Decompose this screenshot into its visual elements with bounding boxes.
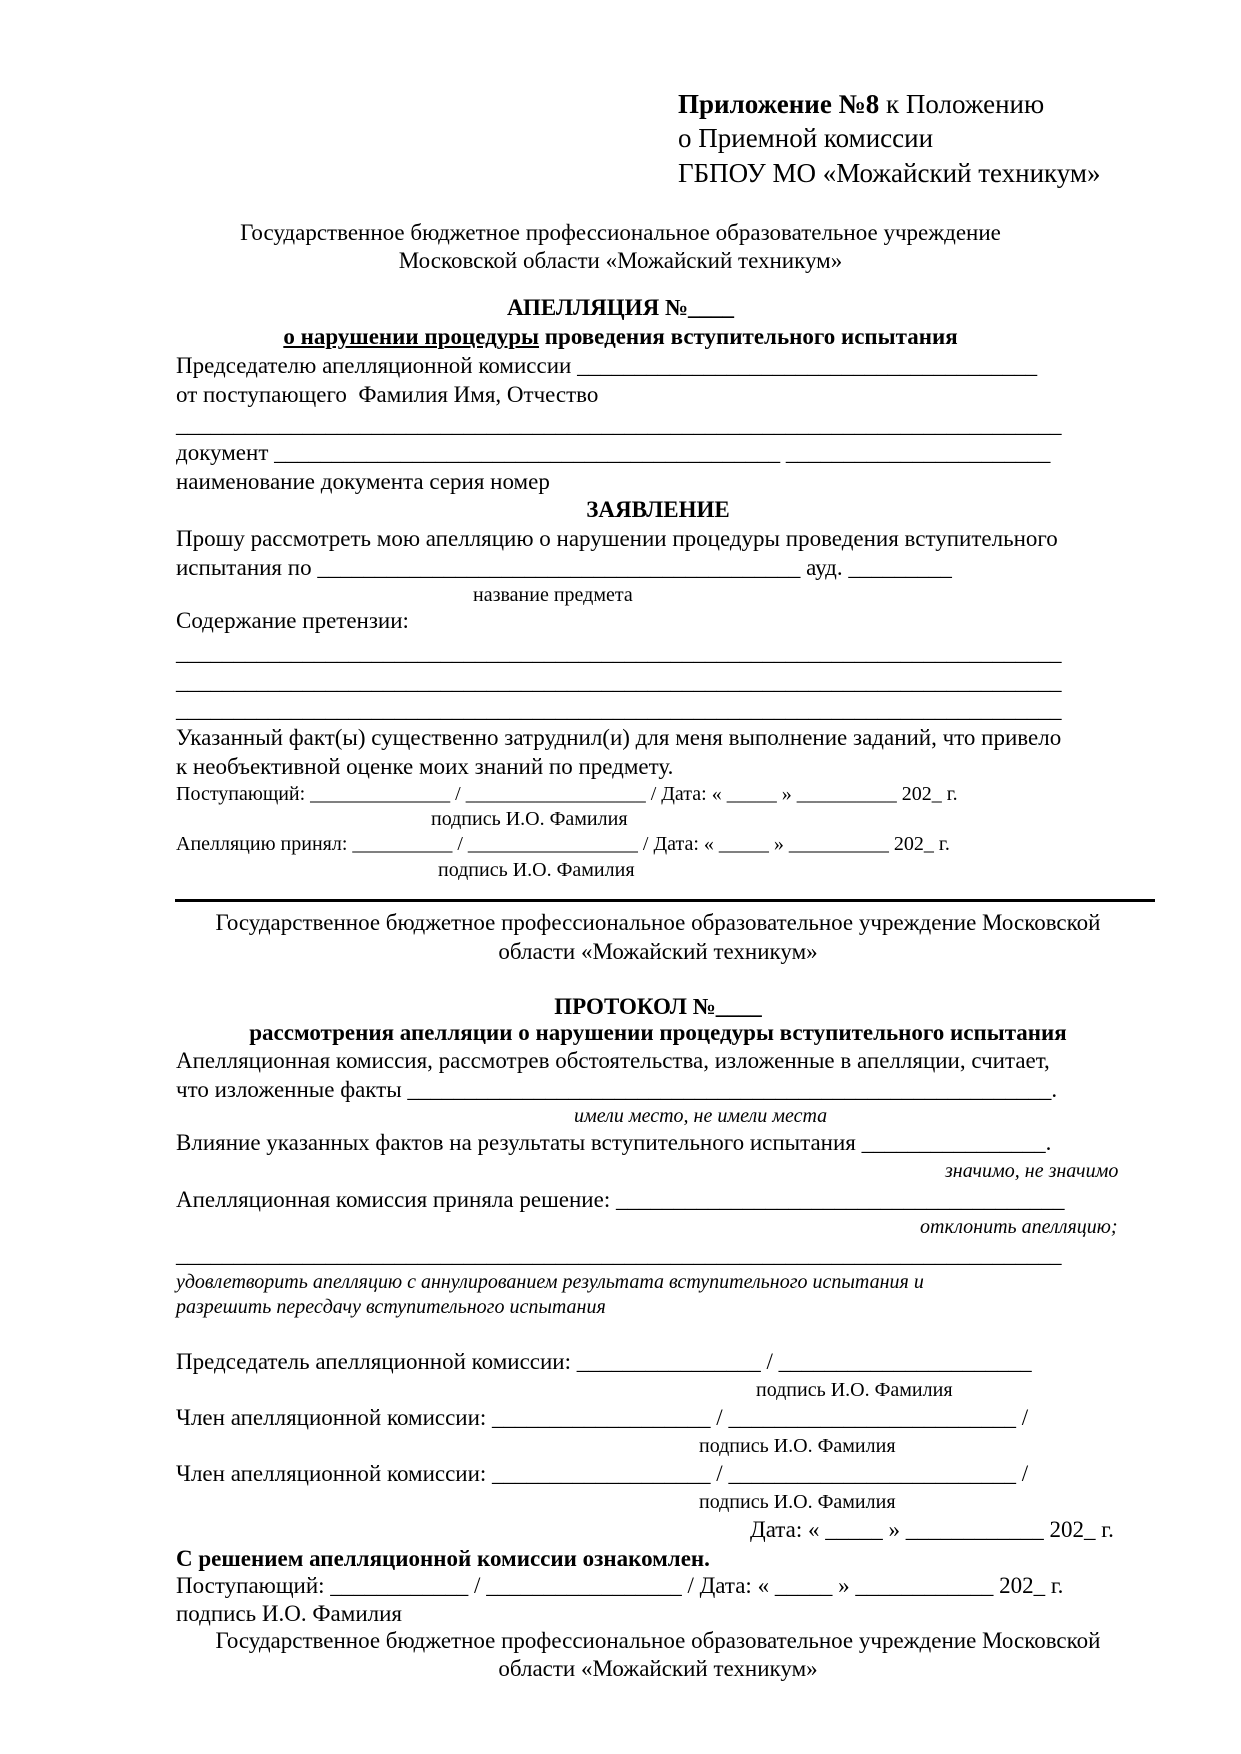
decision-blank: _____________________________________________________________________________ xyxy=(176,1242,1062,1267)
protocol-text-line-1: Апелляционная комиссия, рассмотрев обстоятельства, изложенные в апелляции, считает, xyxy=(176,1048,1050,1073)
protocol-date-line: Дата: « _____ » ____________ 202_ г. xyxy=(750,1517,1114,1542)
from-applicant-line: от поступающего Фамилия Имя, Отчество xyxy=(176,382,599,407)
section-divider xyxy=(175,899,1155,902)
appeal-subtitle xyxy=(0,325,1241,348)
consequence-line-1: Указанный факт(ы) существенно затруднил(и) для меня выполнение заданий, что привело xyxy=(176,725,1062,750)
accepted-signature-caption: подпись И.О. Фамилия xyxy=(438,859,635,881)
influence-line: Влияние указанных фактов на результаты вступительного испытания ________________. xyxy=(176,1130,1052,1155)
footer-institution-line-2: области «Можайский техникум» xyxy=(498,1656,818,1681)
statement-title: ЗАЯВЛЕНИЕ xyxy=(586,497,730,522)
member-2-signature-line: Член апелляционной комиссии: ___________________ / _________________________ / xyxy=(176,1461,1029,1486)
chairman-signature-line: Председатель апелляционной комиссии: ________________ / ______________________ xyxy=(176,1349,1032,1374)
consequence-line-2: к необъективной оценке моих знаний по предмету. xyxy=(176,754,674,779)
appendix-number: Приложение №8 xyxy=(678,89,880,119)
decision-option-line-2: разрешить пересдачу вступительного испытания xyxy=(176,1296,606,1318)
document-caption: наименование документа серия номер xyxy=(176,469,550,494)
appeal-subtitle-rest: проведения вступительного испытания xyxy=(539,324,958,349)
protocol-title: ПРОТОКОЛ №____ xyxy=(554,994,762,1019)
protocol-applicant-signature-line: Поступающий: ____________ / _________________ / Дата: « _____ » ____________ 202_ г. xyxy=(176,1573,1064,1598)
chairman-signature-caption: подпись И.О. Фамилия xyxy=(756,1379,953,1401)
appeal-subtitle-underlined: о нарушении процедуры xyxy=(283,324,540,349)
member-1-signature-line: Член апелляционной комиссии: ___________________ / _________________________ / xyxy=(176,1405,1029,1430)
claim-line-2: _____________________________________________________________________________ xyxy=(176,669,1062,694)
claim-label: Содержание претензии: xyxy=(176,608,409,633)
decision-option-line-1: удовлетворить апелляцию с аннулированием результата вступительного испытания и xyxy=(176,1271,924,1293)
member-2-signature-caption: подпись И.О. Фамилия xyxy=(699,1491,896,1513)
influence-caption: значимо, не значимо xyxy=(945,1160,1119,1182)
decision-caption: отклонить апелляцию; xyxy=(920,1216,1118,1238)
protocol-institution-line-2: области «Можайский техникум» xyxy=(498,939,818,964)
appendix-line-2: о Приемной комиссии xyxy=(678,123,934,153)
claim-line-1: _____________________________________________________________________________ xyxy=(176,640,1062,665)
document-line: документ ____________________________________________ _______________________ xyxy=(176,440,1051,465)
request-line-2: испытания по __________________________________________ ауд. _________ xyxy=(176,555,952,580)
applicant-name-blank: _____________________________________________________________________________ xyxy=(176,412,1062,437)
appendix-heading xyxy=(678,91,1044,118)
facts-caption: имели место, не имели места xyxy=(574,1105,828,1127)
appendix-rest: к Положению xyxy=(879,89,1045,119)
appeal-title: АПЕЛЛЯЦИЯ №____ xyxy=(506,295,735,320)
institution-line-2: Московской области «Можайский техникум» xyxy=(398,248,843,273)
request-line-1: Прошу рассмотреть мою апелляцию о нарушении процедуры проведения вступительного xyxy=(176,526,1058,551)
footer-institution-line-1: Государственное бюджетное профессиональное образовательное учреждение Московской xyxy=(215,1628,1101,1653)
protocol-subtitle: рассмотрения апелляции о нарушении процедуры вступительного испытания xyxy=(249,1020,1067,1045)
protocol-text-line-2: что изложенные факты ________________________________________________________. xyxy=(176,1077,1058,1102)
protocol-institution-line-1: Государственное бюджетное профессиональное образовательное учреждение Московской xyxy=(215,910,1101,935)
acquainted-statement: С решением апелляционной комиссии ознакомлен. xyxy=(176,1546,710,1571)
subject-caption: название предмета xyxy=(473,584,633,606)
protocol-applicant-caption: подпись И.О. Фамилия xyxy=(176,1601,402,1626)
decision-line: Апелляционная комиссия приняла решение: _______________________________________ xyxy=(176,1187,1065,1212)
appendix-line-3: ГБПОУ МО «Можайский техникум» xyxy=(678,158,1101,188)
member-1-signature-caption: подпись И.О. Фамилия xyxy=(699,1435,896,1457)
applicant-signature-line: Поступающий: ______________ / __________________ / Дата: « _____ » __________ 202_ г. xyxy=(176,783,958,805)
accepted-signature-line: Апелляцию принял: __________ / _________________ / Дата: « _____ » __________ 202_ г. xyxy=(176,833,950,855)
to-chairman-line: Председателю апелляционной комиссии ________________________________________ xyxy=(176,353,1038,378)
applicant-signature-caption: подпись И.О. Фамилия xyxy=(431,808,628,830)
institution-line-1: Государственное бюджетное профессиональное образовательное учреждение xyxy=(240,220,1001,245)
claim-line-3: _____________________________________________________________________________ xyxy=(176,697,1062,722)
